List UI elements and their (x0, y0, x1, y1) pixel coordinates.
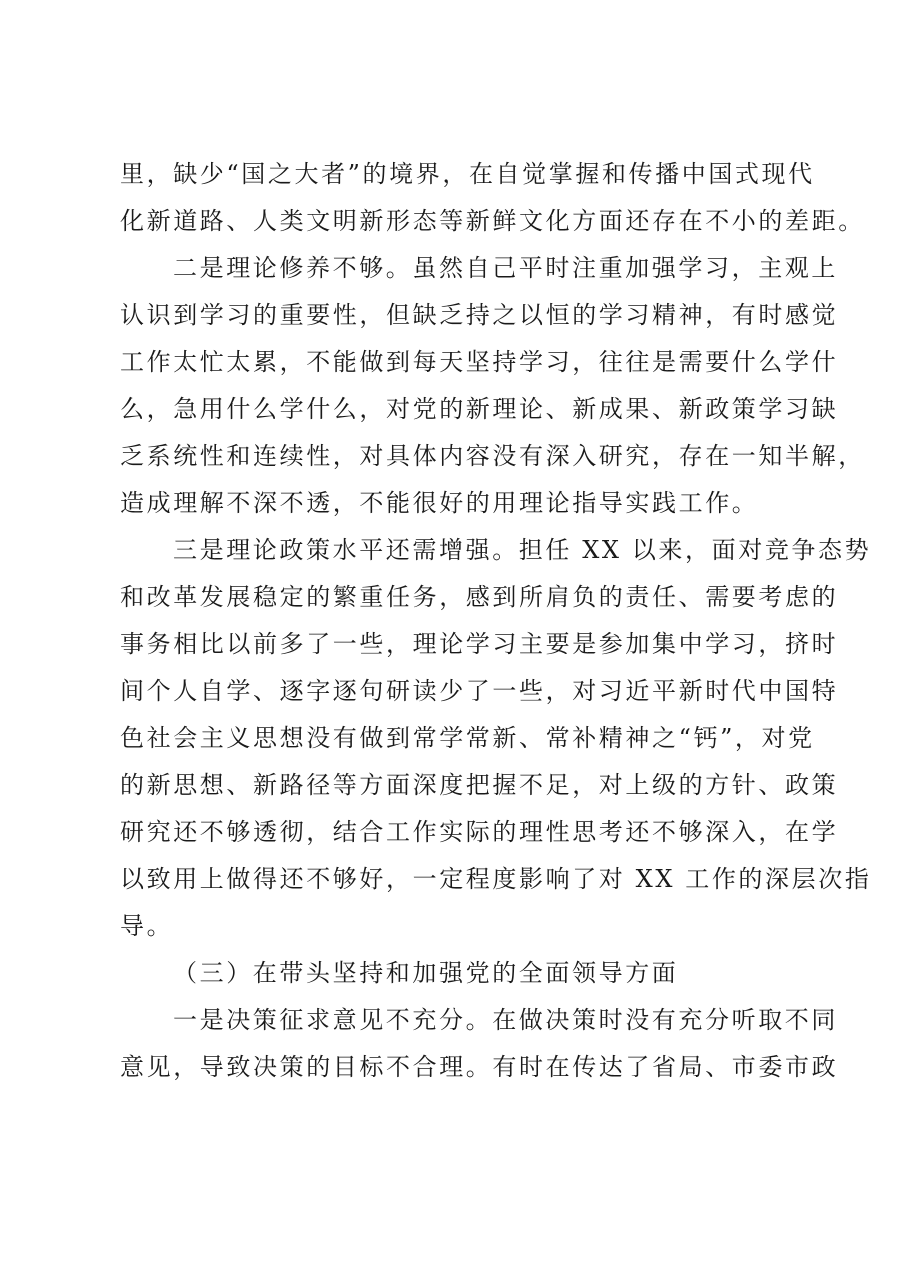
text-line: 意见，导致决策的目标不合理。有时在传达了省局、市委市政 (120, 1053, 839, 1081)
text-line: 研究还不够透彻，结合工作实际的理性思考还不够深入，在学 (120, 818, 839, 846)
text-line: 以致用上做得还不够好，一定程度影响了对 XX 工作的深层次指 (120, 865, 872, 893)
paragraph-start-line: 一是决策征求意见不充分。在做决策时没有充分听取不同 (173, 1006, 838, 1034)
text-line: 里，缺少“国之大者”的境界，在自觉掌握和传播中国式现代 (120, 160, 815, 188)
text-line: 认识到学习的重要性，但缺乏持之以恒的学习精神，有时感觉 (120, 301, 839, 329)
paragraph-start-line: 三是理论政策水平还需增强。担任 XX 以来，面对竞争态势 (173, 536, 872, 564)
text-line: 的新思想、新路径等方面深度把握不足，对上级的方针、政策 (120, 771, 839, 799)
text-line: 间个人自学、逐字逐句研读少了一些，对习近平新时代中国特 (120, 677, 839, 705)
text-line: 色社会主义思想没有做到常学常新、常补精神之“钙”，对党 (120, 724, 815, 752)
text-line: 工作太忙太累，不能做到每天坚持学习，往往是需要什么学什 (120, 348, 839, 376)
text-line: 导。 (120, 912, 174, 940)
section-heading: （三）在带头坚持和加强党的全面领导方面 (173, 959, 679, 987)
text-line: 和改革发展稳定的繁重任务，感到所肩负的责任、需要考虑的 (120, 583, 839, 611)
document-body (120, 151, 872, 1091)
text-line: 化新道路、人类文明新形态等新鲜文化方面还存在不小的差距。 (120, 207, 865, 235)
text-line: 乏系统性和连续性，对具体内容没有深入研究，存在一知半解， (120, 442, 865, 470)
text-line: 造成理解不深不透，不能很好的用理论指导实践工作。 (120, 489, 759, 517)
text-line: 事务相比以前多了一些，理论学习主要是参加集中学习，挤时 (120, 630, 839, 658)
paragraph-start-line: 二是理论修养不够。虽然自己平时注重加强学习，主观上 (173, 254, 838, 282)
text-line: 么，急用什么学什么，对党的新理论、新成果、新政策学习缺 (120, 395, 839, 423)
